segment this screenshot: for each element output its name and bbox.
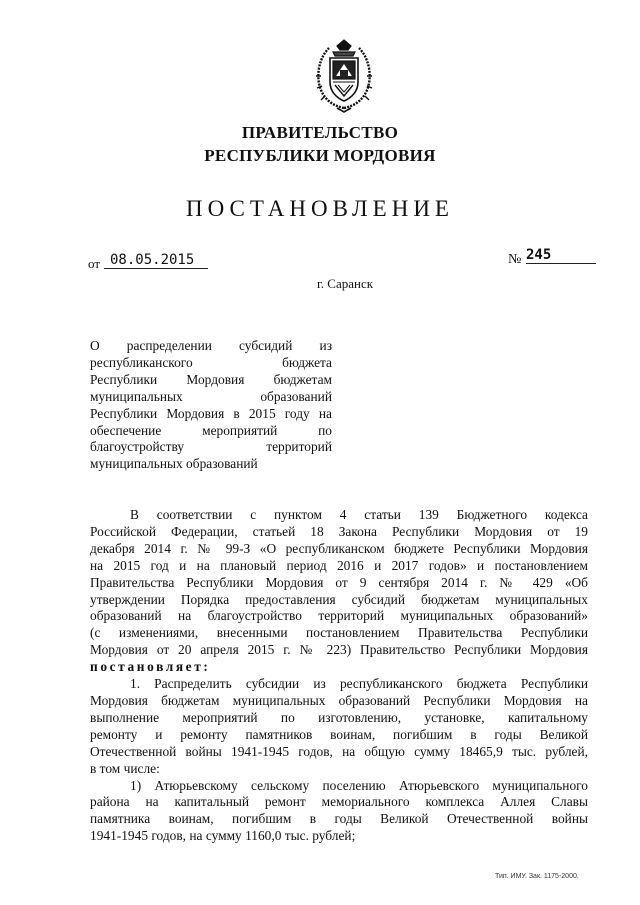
city-line: г. Саранск [316,276,374,291]
subject-line: Республики Мордовия в 2015 году на [90,405,332,421]
subject-line: обеспечение мероприятий по [90,422,332,438]
body-line: района на капитальный ремонт мемориального комплекса Аллея Славы [90,794,588,810]
government-title: ПРАВИТЕЛЬСТВО [241,123,399,142]
body-line: памятника воинам, погибшим в годы Великой Отечественной войны [90,811,588,827]
body-line: декабря 2014 г. № 99-З «О республиканском бюджете Республики Мордовия [90,540,588,556]
body-line: образований на благоустройство территорий муниципальных образований» [90,608,588,624]
body-line: выполнение мероприятий по изготовлению, установке, капитальному [90,709,588,725]
body-line: Отечественной войны 1941-1945 годов, на общую сумму 18465,9 тыс. рублей, [90,743,588,759]
body-line: 1. Распределить субсидии из республиканского бюджета Республики [130,676,588,692]
body-line: Российской Федерации, статьей 18 Закона Республики Мордовия от 19 [90,523,588,539]
body-line: ремонту и ремонту памятников воинам, погибшим в годы Великой [90,726,588,742]
subject-line: муниципальных образований [90,456,258,472]
subject-line: Республики Мордовия бюджетам [90,371,332,387]
body-line: В соответствии с пунктом 4 статьи 139 Бюджетного кодекса [130,507,588,522]
subject-line: муниципальных образований [90,388,332,404]
body-line: 1) Атюрьевскому сельскому поселению Атюрьевского муниципального [130,777,588,793]
subject-line: О распределении субсидий из [90,338,332,353]
republic-title: РЕСПУБЛИКИ МОРДОВИЯ [204,146,436,165]
body-line: Мордовия от 20 апреля 2015 г. № 223) Правительство Республики Мордовия [90,642,588,658]
coat-of-arms-emblem [313,38,375,114]
body-line: (с изменениями, внесенными постановлением Правительства Республики [90,625,588,641]
subject-block [90,338,332,473]
document-type-heading: ПОСТАНОВЛЕНИЕ [186,196,454,221]
subject-line: благоустройству территорий [90,439,332,455]
body-line: Мордовия бюджетам муниципальных образований Республики Мордовия на [90,692,588,708]
body-line: Правительства Республики Мордовия от 9 сентября 2014 г. № 429 «Об [90,574,588,590]
body-line: на 2015 год и на плановый период 2016 и 2017 годов» и постановлением [90,557,588,573]
document-body [90,507,588,845]
document-date: 08.05.2015 [104,252,208,269]
subject-line: республиканского бюджета [90,354,332,370]
document-number: 245 [526,247,596,264]
date-prefix: от [88,256,101,271]
body-line: 1941-1945 годов, на сумму 1160,0 тыс. рублей; [90,828,356,844]
decree-word: постановляет: [90,659,211,675]
body-line: утверждении Порядка предоставления субсидий бюджетам муниципальных [90,591,588,607]
print-note: Тип. ИМУ. Зак. 1175-2000. [495,873,579,880]
body-line: в том числе: [90,760,160,776]
number-prefix: № [508,252,522,267]
